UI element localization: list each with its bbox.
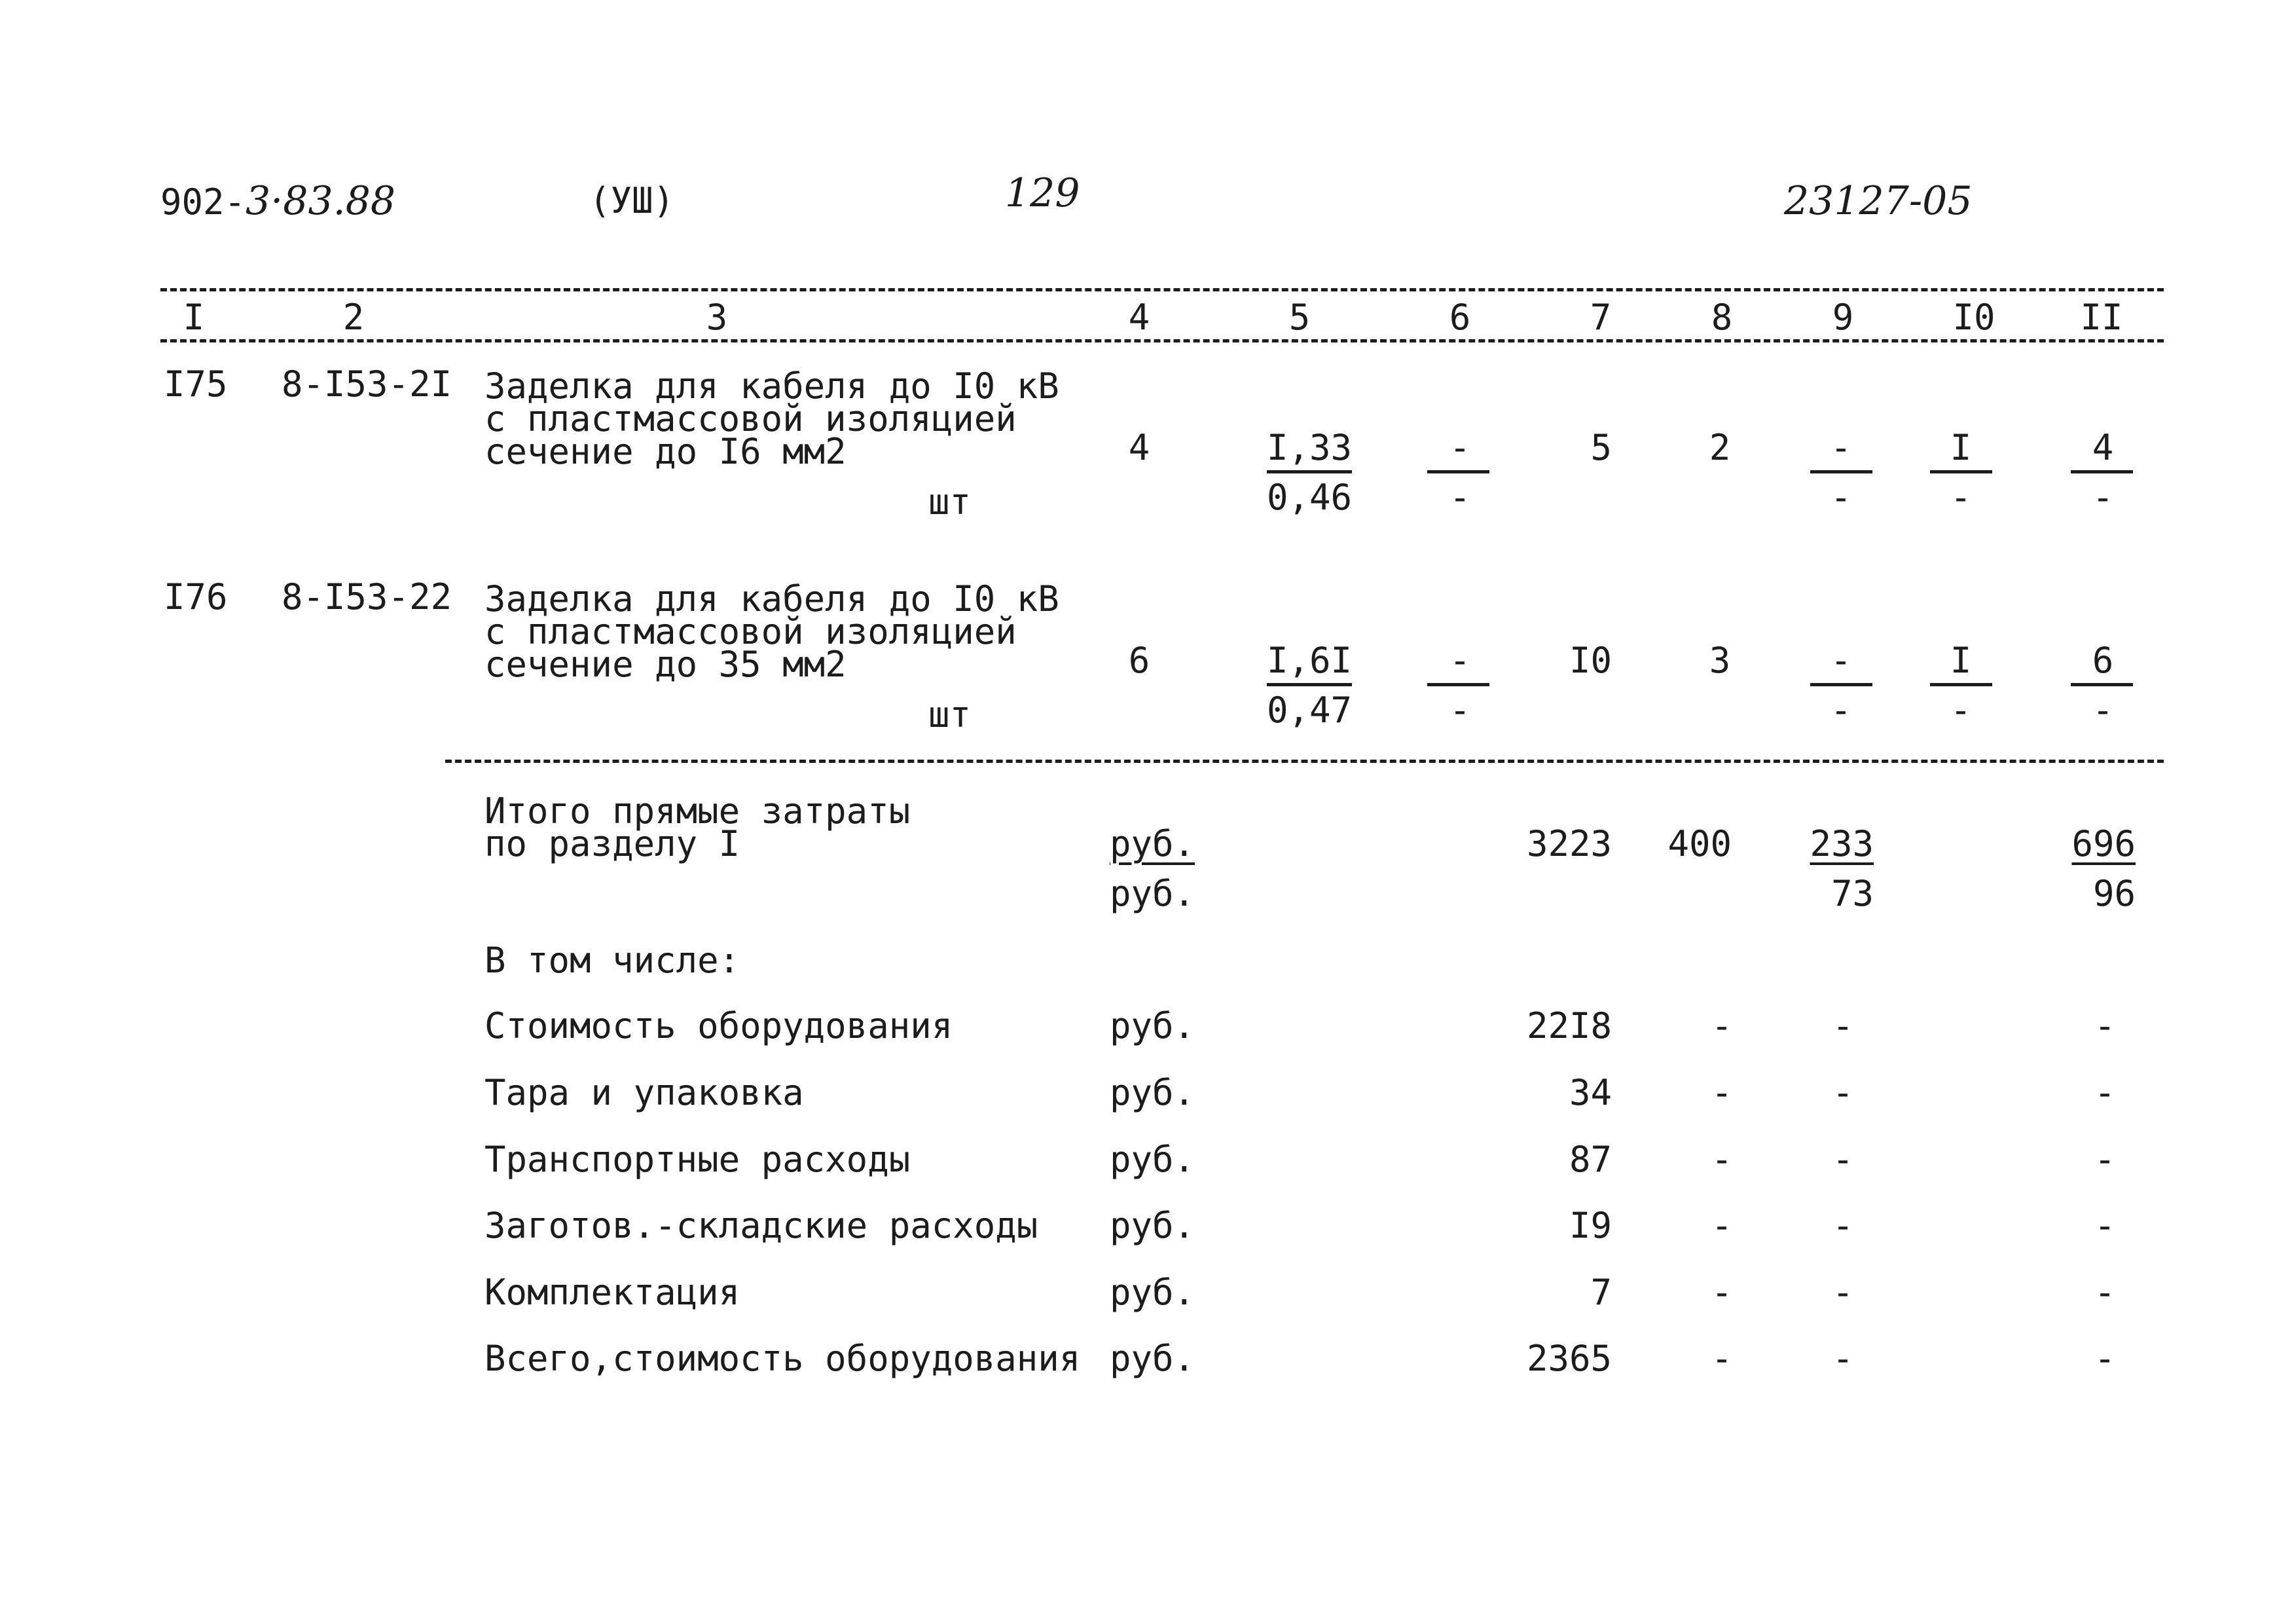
document-number: 23127-05 <box>1784 178 1973 224</box>
fraction-bar <box>2071 683 2133 686</box>
column-header-8: 8 <box>1711 297 1733 338</box>
breakdown-unit: руб. <box>1110 1139 1195 1180</box>
totals-label-line: Итого прямые затраты <box>484 790 911 832</box>
breakdown-col8: - <box>1711 1338 1733 1379</box>
breakdown-col9: - <box>1832 1272 1854 1313</box>
breakdown-label: Транспортные расходы <box>484 1139 911 1180</box>
column-header-7: 7 <box>1590 297 1612 338</box>
column-header-9: 9 <box>1832 297 1854 338</box>
column-header-6: 6 <box>1449 297 1471 338</box>
row-col5-bottom: 0,47 <box>1266 690 1353 731</box>
header-bottom-rule <box>160 339 2164 342</box>
column-header-5: 5 <box>1288 297 1311 338</box>
totals-col8: 400 <box>1667 823 1732 864</box>
row-col6-bottom: - <box>1449 690 1471 731</box>
breakdown-col11: - <box>2094 1272 2116 1313</box>
fraction-bar <box>1810 683 1872 686</box>
breakdown-col11: - <box>2094 1205 2116 1246</box>
row-col9-bottom: - <box>1830 690 1852 731</box>
row-description-line: сечение до 35 мм2 <box>484 644 847 685</box>
fraction-bar <box>1267 470 1352 473</box>
fraction-bar <box>1427 683 1489 686</box>
row-col7: 5 <box>1590 427 1612 468</box>
column-header-2: 2 <box>342 297 365 338</box>
breakdown-col9: - <box>1832 1205 1854 1246</box>
breakdown-col11: - <box>2094 1005 2116 1046</box>
breakdown-col8: - <box>1711 1272 1733 1313</box>
row-col4: 6 <box>1128 640 1150 681</box>
row-number: I76 <box>164 576 228 618</box>
totals-col7: 3223 <box>1526 823 1612 864</box>
section-label: (УШ) <box>589 180 675 221</box>
column-header-11: II <box>2080 297 2123 338</box>
row-col4: 4 <box>1128 427 1150 468</box>
including-label: В том числе: <box>484 940 740 981</box>
row-code: 8-I53-2I <box>282 363 452 405</box>
row-col10-bottom: - <box>1950 690 1972 731</box>
row-unit: шт <box>928 694 972 735</box>
totals-label-line: по разделу I <box>484 823 740 864</box>
row-col11-top: 6 <box>2092 640 2114 681</box>
column-header-4: 4 <box>1128 297 1150 338</box>
document-code <box>160 178 396 224</box>
fraction-bar <box>1930 470 1992 473</box>
fraction-bar <box>2071 470 2133 473</box>
row-col11-top: 4 <box>2092 427 2114 468</box>
breakdown-col8: - <box>1711 1139 1733 1180</box>
row-col5-bottom: 0,46 <box>1266 477 1353 518</box>
breakdown-col9: - <box>1832 1139 1854 1180</box>
row-col6-top: - <box>1449 640 1471 681</box>
row-col8: 2 <box>1709 427 1731 468</box>
row-unit: шт <box>928 481 972 523</box>
row-col7: I0 <box>1569 640 1612 681</box>
row-col9-top: - <box>1830 640 1852 681</box>
row-description-line: Заделка для кабеля до I0 кВ <box>484 578 1059 619</box>
totals-unit-bottom: руб. <box>1110 873 1195 914</box>
breakdown-col7: 7 <box>1590 1272 1612 1313</box>
breakdown-unit: руб. <box>1110 1205 1195 1246</box>
breakdown-col11: - <box>2094 1338 2116 1379</box>
breakdown-col8: - <box>1711 1205 1733 1246</box>
breakdown-col7: 34 <box>1569 1072 1612 1113</box>
totals-unit-top: руб. <box>1110 823 1195 864</box>
breakdown-col9: - <box>1832 1005 1854 1046</box>
breakdown-label: Комплектация <box>484 1272 740 1313</box>
row-col5-top: I,33 <box>1266 427 1353 468</box>
fraction-bar <box>1930 683 1992 686</box>
breakdown-col11: - <box>2094 1139 2116 1180</box>
fraction-bar <box>1427 470 1489 473</box>
fraction-bar <box>1267 683 1352 686</box>
row-description-line: Заделка для кабеля до I0 кВ <box>484 365 1059 407</box>
breakdown-col7: 87 <box>1569 1139 1612 1180</box>
breakdown-unit: руб. <box>1110 1338 1195 1379</box>
row-description-line: сечение до I6 мм2 <box>484 431 847 472</box>
breakdown-label: Заготов.-складские расходы <box>484 1205 1038 1246</box>
breakdown-unit: руб. <box>1110 1072 1195 1113</box>
row-col5-top: I,6I <box>1266 640 1353 681</box>
column-header-10: I0 <box>1952 297 1995 338</box>
row-col8: 3 <box>1709 640 1731 681</box>
header-top-rule <box>160 288 2164 291</box>
breakdown-col9: - <box>1832 1072 1854 1113</box>
row-col6-top: - <box>1449 427 1471 468</box>
breakdown-col8: - <box>1711 1005 1733 1046</box>
totals-col11-bottom: 96 <box>2092 873 2136 914</box>
breakdown-label: Стоимость оборудования <box>484 1005 953 1046</box>
totals-col9-bottom: 73 <box>1831 873 1874 914</box>
breakdown-col7: 22I8 <box>1526 1005 1612 1046</box>
row-description-line: с пластмассовой изоляцией <box>484 611 1017 652</box>
document-code-handwritten: 3·83.88 <box>246 178 396 224</box>
totals-rule <box>445 760 2164 763</box>
row-col6-bottom: - <box>1449 477 1471 518</box>
totals-col9-top: 233 <box>1810 823 1874 864</box>
row-number: I75 <box>164 363 228 405</box>
breakdown-unit: руб. <box>1110 1005 1195 1046</box>
breakdown-col8: - <box>1711 1072 1733 1113</box>
breakdown-col7: 2365 <box>1526 1338 1612 1379</box>
breakdown-col7: I9 <box>1569 1205 1612 1246</box>
row-col11-bottom: - <box>2092 690 2114 731</box>
row-col10-top: I <box>1950 427 1972 468</box>
totals-col11-top: 696 <box>2071 823 2136 864</box>
row-col9-top: - <box>1830 427 1852 468</box>
column-header-3: 3 <box>706 297 728 338</box>
breakdown-col9: - <box>1832 1338 1854 1379</box>
breakdown-label: Тара и упаковка <box>484 1072 804 1113</box>
row-col11-bottom: - <box>2092 477 2114 518</box>
breakdown-unit: руб. <box>1110 1272 1195 1313</box>
row-col10-bottom: - <box>1950 477 1972 518</box>
row-col10-top: I <box>1950 640 1972 681</box>
page-number: 129 <box>1005 170 1080 216</box>
breakdown-label: Всего,стоимость оборудования <box>484 1338 1081 1379</box>
breakdown-col11: - <box>2094 1072 2116 1113</box>
document-code-prefix: 902- <box>160 181 246 223</box>
row-code: 8-I53-22 <box>282 576 452 618</box>
fraction-bar <box>1810 470 1872 473</box>
column-header-1: I <box>183 297 205 338</box>
row-col9-bottom: - <box>1830 477 1852 518</box>
row-description-line: с пластмассовой изоляцией <box>484 398 1017 439</box>
